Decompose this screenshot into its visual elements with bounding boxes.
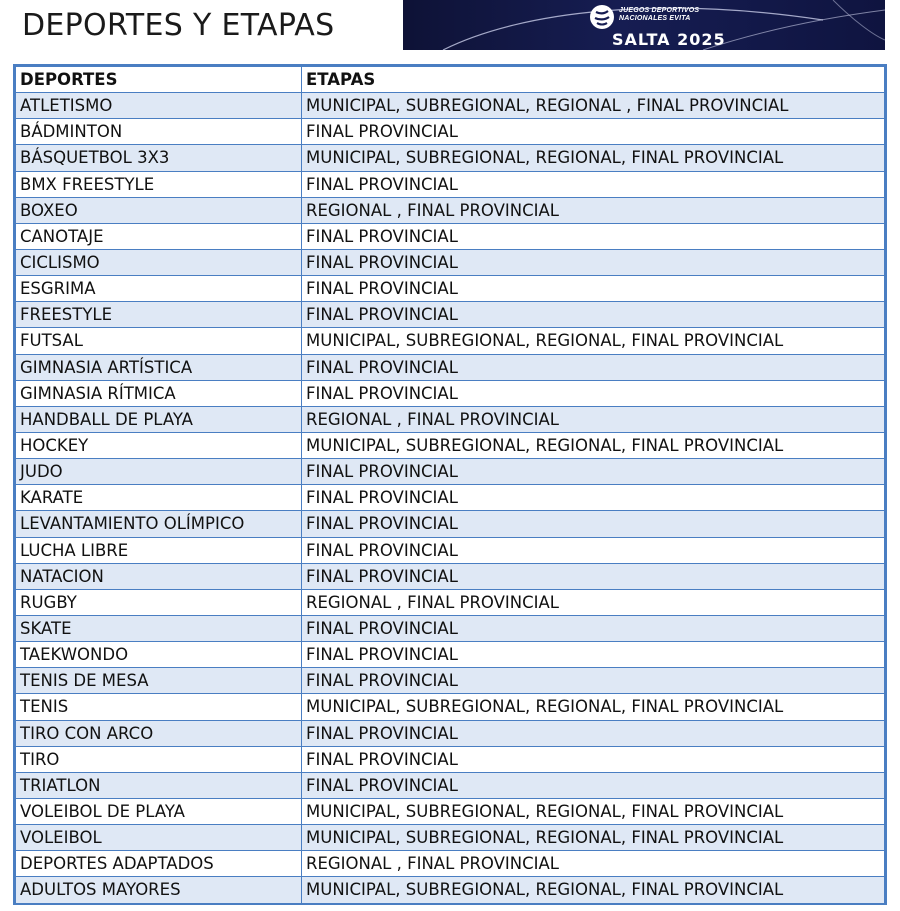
- stages-cell: FINAL PROVINCIAL: [302, 720, 885, 746]
- stages-cell: REGIONAL , FINAL PROVINCIAL: [302, 197, 885, 223]
- sports-stages-table-frame: [13, 64, 887, 905]
- table-row: [16, 93, 885, 119]
- sport-cell: ESGRIMA: [16, 276, 302, 302]
- stages-cell: MUNICIPAL, SUBREGIONAL, REGIONAL, FINAL PROVINCIAL: [302, 694, 885, 720]
- stages-cell: FINAL PROVINCIAL: [302, 537, 885, 563]
- sport-cell: FUTSAL: [16, 328, 302, 354]
- stages-cell: FINAL PROVINCIAL: [302, 249, 885, 275]
- sport-cell: BMX FREESTYLE: [16, 171, 302, 197]
- table-row: [16, 537, 885, 563]
- sport-cell: ADULTOS MAYORES: [16, 877, 302, 903]
- sport-cell: VOLEIBOL DE PLAYA: [16, 798, 302, 824]
- stages-cell: MUNICIPAL, SUBREGIONAL, REGIONAL, FINAL PROVINCIAL: [302, 877, 885, 903]
- sport-cell: TENIS DE MESA: [16, 668, 302, 694]
- stages-cell: REGIONAL , FINAL PROVINCIAL: [302, 851, 885, 877]
- stages-cell: FINAL PROVINCIAL: [302, 171, 885, 197]
- table-row: [16, 825, 885, 851]
- table-row: [16, 877, 885, 903]
- sport-cell: FREESTYLE: [16, 302, 302, 328]
- evita-logo-icon: [589, 4, 615, 30]
- sport-cell: GIMNASIA RÍTMICA: [16, 380, 302, 406]
- sport-cell: JUDO: [16, 459, 302, 485]
- table-row: [16, 276, 885, 302]
- sport-cell: BÁDMINTON: [16, 119, 302, 145]
- sport-cell: HANDBALL DE PLAYA: [16, 406, 302, 432]
- stages-cell: FINAL PROVINCIAL: [302, 511, 885, 537]
- sport-cell: ATLETISMO: [16, 93, 302, 119]
- table-row: [16, 485, 885, 511]
- table-row: [16, 563, 885, 589]
- stages-cell: REGIONAL , FINAL PROVINCIAL: [302, 589, 885, 615]
- table-row: [16, 511, 885, 537]
- stages-cell: FINAL PROVINCIAL: [302, 119, 885, 145]
- sport-cell: LEVANTAMIENTO OLÍMPICO: [16, 511, 302, 537]
- sport-cell: CICLISMO: [16, 249, 302, 275]
- sport-cell: LUCHA LIBRE: [16, 537, 302, 563]
- stages-cell: FINAL PROVINCIAL: [302, 380, 885, 406]
- stages-cell: MUNICIPAL, SUBREGIONAL, REGIONAL, FINAL PROVINCIAL: [302, 432, 885, 458]
- stages-cell: FINAL PROVINCIAL: [302, 746, 885, 772]
- sport-cell: BÁSQUETBOL 3X3: [16, 145, 302, 171]
- table-row: [16, 798, 885, 824]
- sport-cell: SKATE: [16, 615, 302, 641]
- stages-cell: FINAL PROVINCIAL: [302, 615, 885, 641]
- page-title: DEPORTES Y ETAPAS: [22, 8, 335, 43]
- table-body: [16, 93, 885, 903]
- table-row: [16, 746, 885, 772]
- stages-cell: MUNICIPAL, SUBREGIONAL, REGIONAL, FINAL PROVINCIAL: [302, 145, 885, 171]
- table-row: [16, 851, 885, 877]
- sport-cell: RUGBY: [16, 589, 302, 615]
- sport-cell: CANOTAJE: [16, 223, 302, 249]
- stages-cell: MUNICIPAL, SUBREGIONAL, REGIONAL , FINAL PROVINCIAL: [302, 93, 885, 119]
- column-header-sports: DEPORTES: [16, 67, 302, 93]
- stages-cell: FINAL PROVINCIAL: [302, 772, 885, 798]
- stages-cell: FINAL PROVINCIAL: [302, 668, 885, 694]
- sport-cell: DEPORTES ADAPTADOS: [16, 851, 302, 877]
- sport-cell: BOXEO: [16, 197, 302, 223]
- table-row: [16, 354, 885, 380]
- sport-cell: TENIS: [16, 694, 302, 720]
- sport-cell: VOLEIBOL: [16, 825, 302, 851]
- sport-cell: TRIATLON: [16, 772, 302, 798]
- table-row: [16, 615, 885, 641]
- sports-stages-table: [15, 66, 885, 904]
- table-row: [16, 406, 885, 432]
- table-row: [16, 249, 885, 275]
- banner-event-name: SALTA 2025: [612, 30, 726, 49]
- stages-cell: FINAL PROVINCIAL: [302, 354, 885, 380]
- stages-cell: FINAL PROVINCIAL: [302, 485, 885, 511]
- table-row: [16, 328, 885, 354]
- event-banner: [403, 0, 885, 50]
- stages-cell: MUNICIPAL, SUBREGIONAL, REGIONAL, FINAL PROVINCIAL: [302, 798, 885, 824]
- sport-cell: NATACION: [16, 563, 302, 589]
- column-header-stages: ETAPAS: [302, 67, 885, 93]
- stages-cell: FINAL PROVINCIAL: [302, 642, 885, 668]
- stages-cell: MUNICIPAL, SUBREGIONAL, REGIONAL, FINAL PROVINCIAL: [302, 825, 885, 851]
- sport-cell: HOCKEY: [16, 432, 302, 458]
- table-row: [16, 589, 885, 615]
- table-row: [16, 223, 885, 249]
- sport-cell: TIRO: [16, 746, 302, 772]
- sport-cell: KARATE: [16, 485, 302, 511]
- stages-cell: FINAL PROVINCIAL: [302, 563, 885, 589]
- table-row: [16, 772, 885, 798]
- table-row: [16, 171, 885, 197]
- table-row: [16, 380, 885, 406]
- table-row: [16, 668, 885, 694]
- sport-cell: TIRO CON ARCO: [16, 720, 302, 746]
- stages-cell: REGIONAL , FINAL PROVINCIAL: [302, 406, 885, 432]
- stages-cell: MUNICIPAL, SUBREGIONAL, REGIONAL, FINAL PROVINCIAL: [302, 328, 885, 354]
- banner-subtitle: JUEGOS DEPORTIVOS NACIONALES EVITA: [619, 7, 700, 22]
- stages-cell: FINAL PROVINCIAL: [302, 302, 885, 328]
- table-row: [16, 145, 885, 171]
- table-row: [16, 720, 885, 746]
- table-row: [16, 302, 885, 328]
- table-header-row: [16, 67, 885, 93]
- stages-cell: FINAL PROVINCIAL: [302, 223, 885, 249]
- table-row: [16, 642, 885, 668]
- sport-cell: GIMNASIA ARTÍSTICA: [16, 354, 302, 380]
- stages-cell: FINAL PROVINCIAL: [302, 276, 885, 302]
- table-row: [16, 694, 885, 720]
- table-row: [16, 459, 885, 485]
- sport-cell: TAEKWONDO: [16, 642, 302, 668]
- stages-cell: FINAL PROVINCIAL: [302, 459, 885, 485]
- table-row: [16, 119, 885, 145]
- table-row: [16, 197, 885, 223]
- table-row: [16, 432, 885, 458]
